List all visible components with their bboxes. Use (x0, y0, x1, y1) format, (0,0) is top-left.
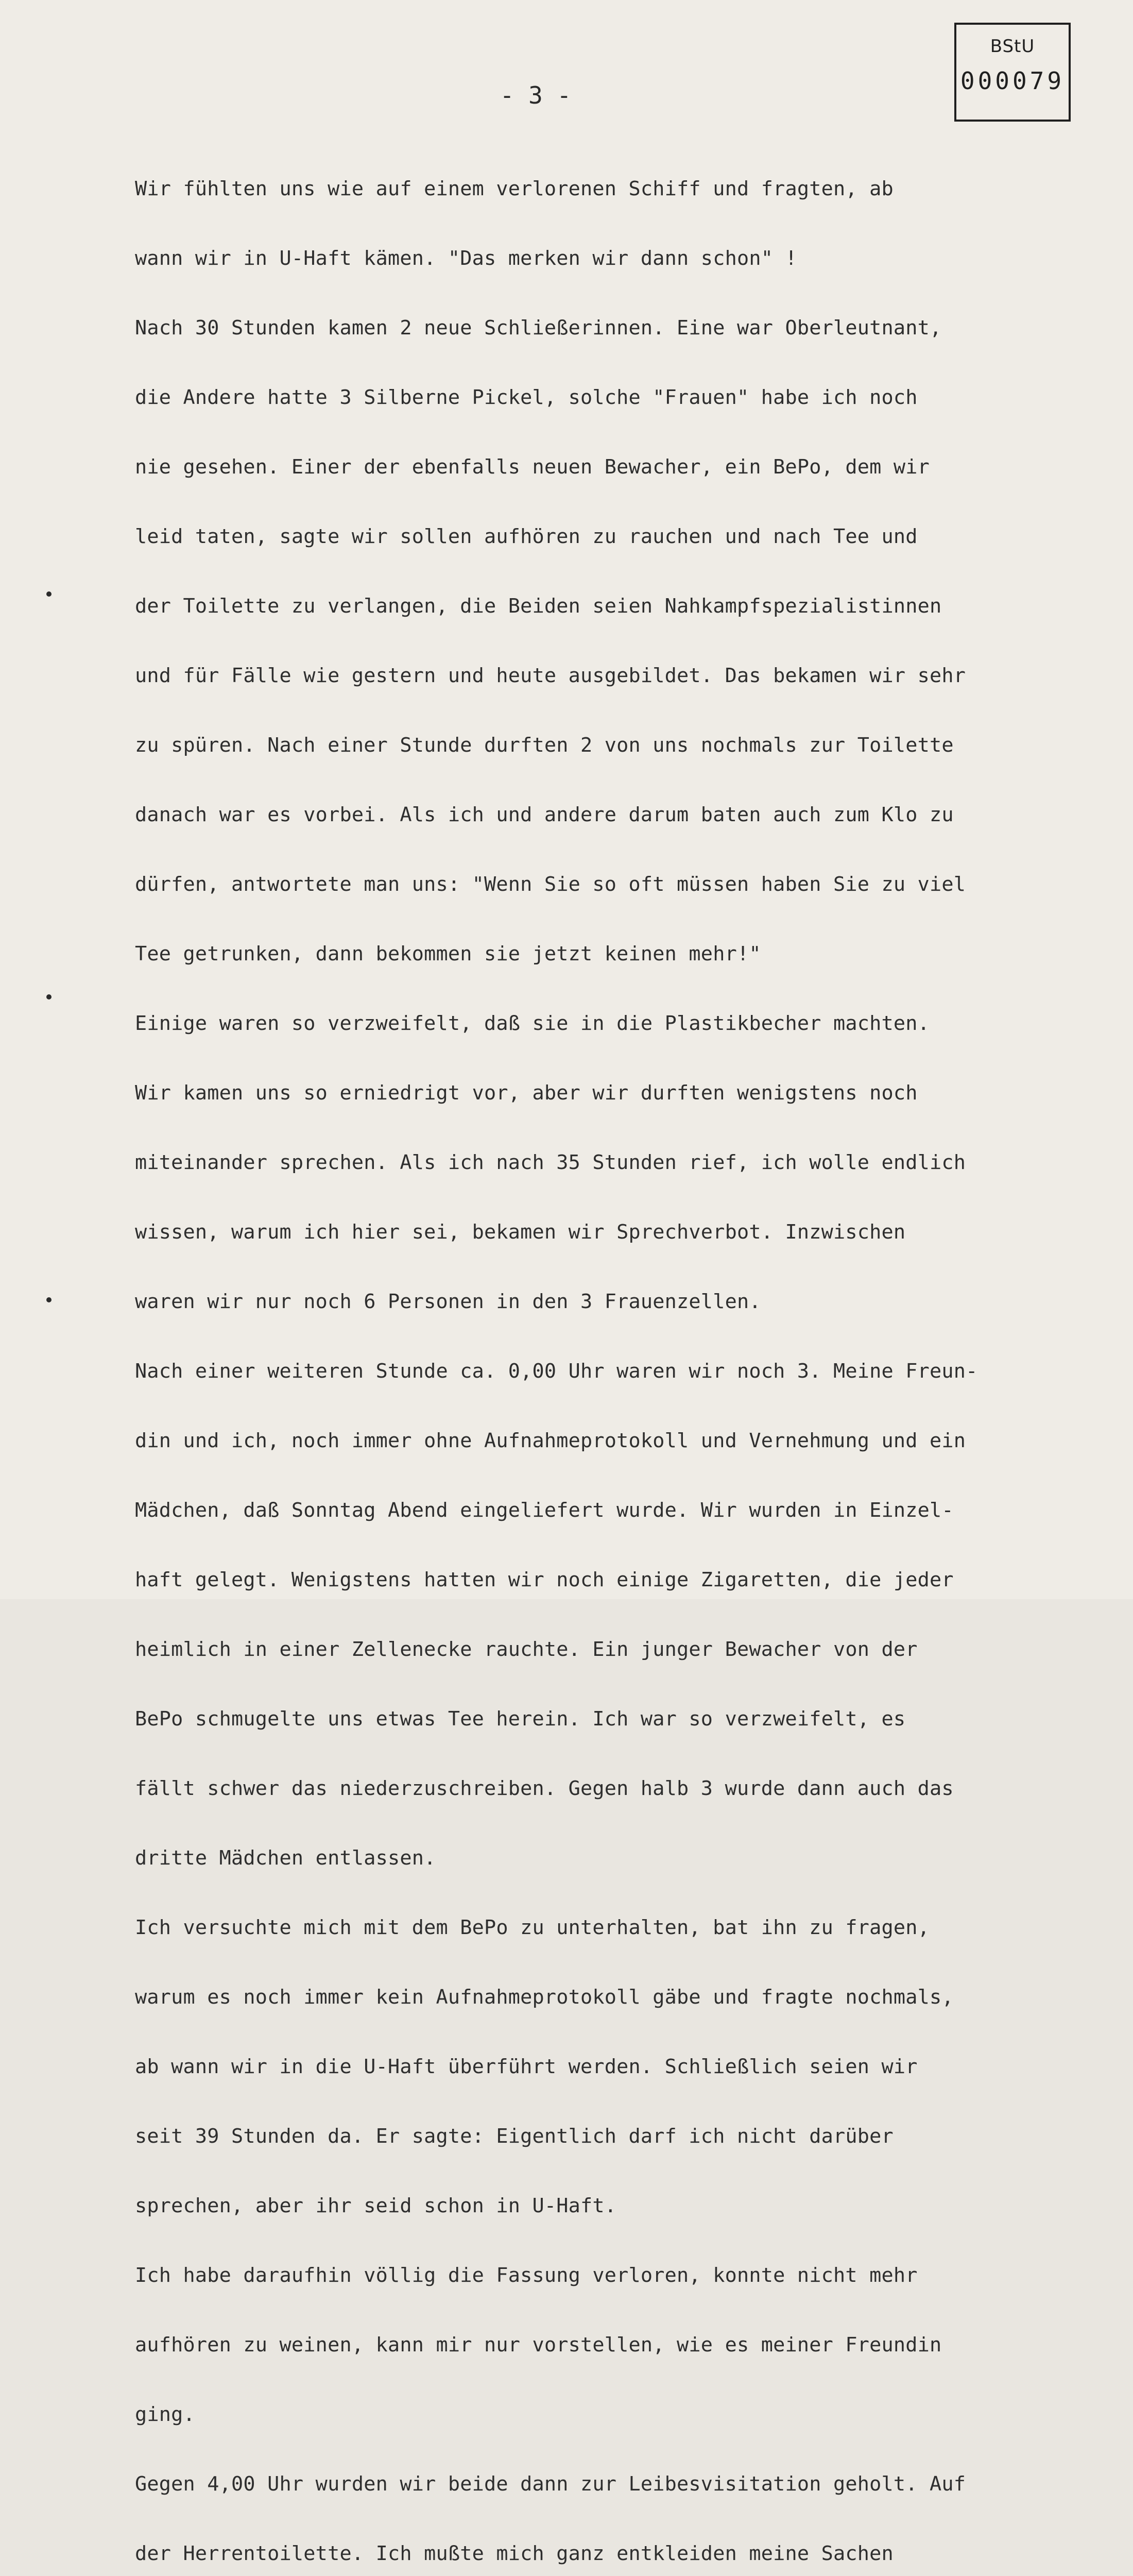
text-line: wann wir in U-Haft kämen. "Das merken wir dann schon" ! (135, 247, 797, 270)
text-line: warum es noch immer kein Aufnahmeprotokoll gäbe und fragte nochmals, (135, 1986, 954, 2009)
text-line: heimlich in einer Zellenecke rauchte. Ein junger Bewacher von der (135, 1638, 918, 1661)
text-line: Einige waren so verzweifelt, daß sie in die Plastikbecher machten. (135, 1012, 930, 1035)
text-line: der Toilette zu verlangen, die Beiden seien Nahkampfspezialistinnen (135, 595, 942, 618)
text-line: Ich versuchte mich mit dem BePo zu unterhalten, bat ihn zu fragen, (135, 1916, 930, 1939)
text-line: miteinander sprechen. Als ich nach 35 Stunden rief, ich wolle endlich (135, 1151, 966, 1174)
text-line: die Andere hatte 3 Silberne Pickel, solche "Frauen" habe ich noch (135, 386, 918, 409)
stamp-label: BStU (990, 36, 1035, 57)
typewritten-text (135, 131, 1113, 2576)
text-line: wissen, warum ich hier sei, bekamen wir Sprechverbot. Inzwischen (135, 1221, 906, 1244)
stamp-number: 000079 (960, 67, 1065, 95)
text-line: ging. (135, 2403, 195, 2426)
text-line: Wir kamen uns so erniedrigt vor, aber wir durften wenigstens noch (135, 1081, 918, 1105)
text-line: zu spüren. Nach einer Stunde durften 2 von uns nochmals zur Toilette (135, 734, 954, 757)
archive-stamp (954, 23, 1071, 122)
text-line: und für Fälle wie gestern und heute ausgebildet. Das bekamen wir sehr (135, 664, 966, 687)
text-line: dürfen, antwortete man uns: "Wenn Sie so oft müssen haben Sie zu viel (135, 873, 966, 896)
text-line: haft gelegt. Wenigstens hatten wir noch einige Zigaretten, die jeder (135, 1568, 954, 1591)
text-line: Tee getrunken, dann bekommen sie jetzt keinen mehr!" (135, 942, 761, 965)
text-line: aufhören zu weinen, kann mir nur vorstellen, wie es meiner Freundin (135, 2333, 942, 2357)
text-line: Mädchen, daß Sonntag Abend eingeliefert wurde. Wir wurden in Einzel- (135, 1499, 954, 1522)
text-line: Ich habe daraufhin völlig die Fassung verloren, konnte nicht mehr (135, 2264, 918, 2287)
text-line: sprechen, aber ihr seid schon in U-Haft. (135, 2194, 617, 2217)
text-line: Gegen 4,00 Uhr wurden wir beide dann zur Leibesvisitation geholt. Auf (135, 2472, 966, 2496)
text-line: Nach 30 Stunden kamen 2 neue Schließerinnen. Eine war Oberleutnant, (135, 316, 942, 340)
margin-mark (46, 591, 52, 597)
text-line: din und ich, noch immer ohne Aufnahmeprotokoll und Vernehmung und ein (135, 1429, 966, 1452)
text-line: nie gesehen. Einer der ebenfalls neuen Bewacher, ein BePo, dem wir (135, 455, 930, 479)
text-line: waren wir nur noch 6 Personen in den 3 Frauenzellen. (135, 1290, 761, 1313)
text-line: dritte Mädchen entlassen. (135, 1846, 436, 1870)
text-line: fällt schwer das niederzuschreiben. Gegen halb 3 wurde dann auch das (135, 1777, 954, 1800)
text-line: danach war es vorbei. Als ich und andere darum baten auch zum Klo zu (135, 803, 954, 826)
text-line: BePo schmugelte uns etwas Tee herein. Ich war so verzweifelt, es (135, 1707, 906, 1731)
page-number: - 3 - (500, 81, 572, 109)
text-line: ab wann wir in die U-Haft überführt werden. Schließlich seien wir (135, 2055, 918, 2078)
text-line: der Herrentoilette. Ich mußte mich ganz entkleiden meine Sachen (135, 2542, 894, 2565)
text-line: seit 39 Stunden da. Er sagte: Eigentlich darf ich nicht darüber (135, 2125, 894, 2148)
text-line: leid taten, sagte wir sollen aufhören zu rauchen und nach Tee und (135, 525, 918, 548)
margin-mark (46, 1297, 52, 1302)
margin-mark (46, 994, 52, 999)
text-line: Nach einer weiteren Stunde ca. 0,00 Uhr waren wir noch 3. Meine Freun- (135, 1360, 978, 1383)
text-line: Wir fühlten uns wie auf einem verlorenen Schiff und fragten, ab (135, 177, 894, 200)
